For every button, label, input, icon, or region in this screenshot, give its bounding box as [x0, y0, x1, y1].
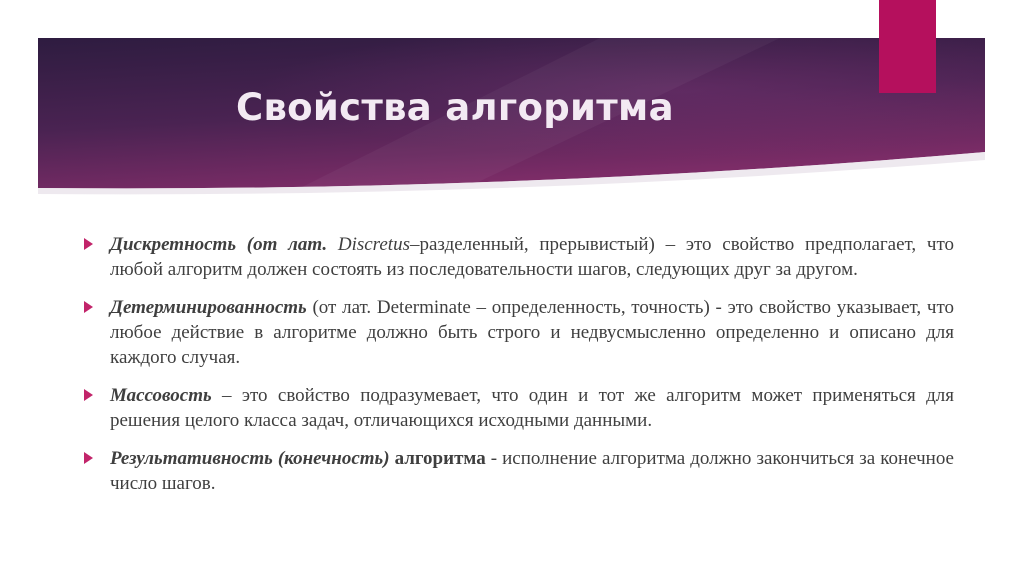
triangle-right-icon — [84, 452, 93, 464]
properties-list — [84, 232, 954, 509]
item-bold-word: алгоритма — [394, 448, 486, 469]
accent-tab — [879, 0, 936, 93]
item-text: – это свойство подразумевает, что один и тот же алгоритм может применяться для решения целого класса задач, отличающихся исходными данными. — [110, 385, 954, 431]
item-latin-term: Discretus — [337, 234, 410, 255]
item-lead: Результативность (конечность) — [110, 448, 390, 469]
list-item-mass-character — [84, 383, 954, 433]
item-lead: Массовость — [110, 385, 212, 406]
item-text: - исполнение алгоритма должно закончиться за конечное число шагов. — [110, 448, 954, 494]
slide-title: Свойства алгоритма — [236, 86, 674, 129]
item-lead: Дискретность (от лат. — [110, 234, 328, 255]
item-lead: Детерминированность — [110, 297, 307, 318]
triangle-right-icon — [84, 238, 93, 250]
item-text: –разделенный, прерывистый) – это свойство предполагает, что любой алгоритм должен состоять из последовательности шагов, следующих друг за другом. — [110, 234, 955, 280]
list-item-effectiveness — [84, 446, 954, 496]
triangle-right-icon — [84, 389, 93, 401]
list-item-determinism — [84, 295, 954, 370]
triangle-right-icon — [84, 301, 93, 313]
item-text: (от лат. Determinate – определенность, точность) - это свойство указывает, что любое действие в алгоритме должно быть строго и недвусмысленно определенно и описано для каждого случая. — [110, 297, 954, 368]
list-item-discreteness — [84, 232, 954, 282]
